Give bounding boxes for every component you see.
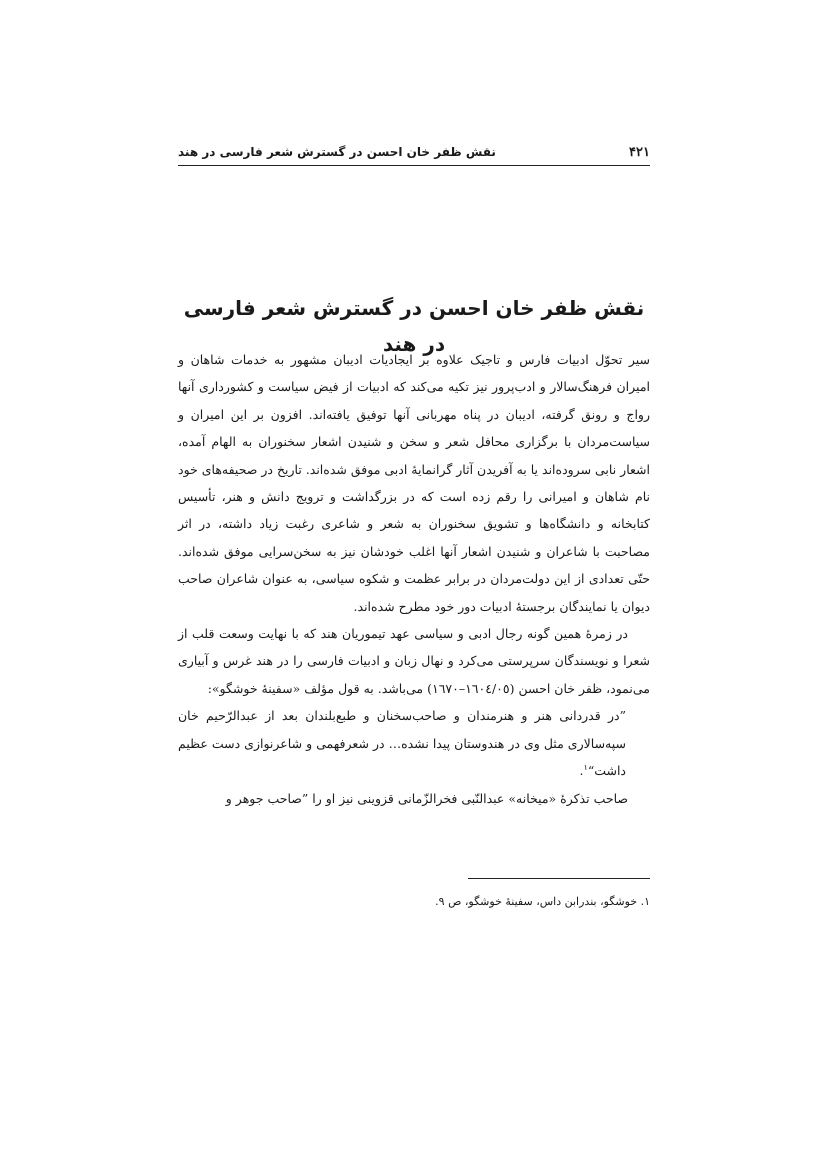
paragraph-2: در زمرهٔ همین گونه رجال ادبی و سیاسی عهد تیموریان هند که با نهایت وسعت قلب از شعرا و نویسندگان سرپرستی می‌کرد و نهال زبان و ادبیات فارسی را در هند غرس و آبیاری می‌نمود، ظفر خان احسن (١٦٠٤/٠٥–١٦٧٠) می‌باشد. به قول مؤلف «سفینهٔ خوشگو»:: [178, 626, 650, 696]
running-header: [178, 140, 650, 164]
article-title: نقش ظفر خان احسن در گسترش شعر فارسی در هند: [183, 296, 645, 356]
footnote-reference[interactable]: ١: [583, 762, 588, 772]
footnote: ١. خوشگو، بندرابن داس، سفینهٔ خوشگو، ص ٩.: [435, 895, 650, 908]
footnote-divider: [468, 878, 650, 879]
paragraph-1: سیر تحوّل ادبیات فارس و تاجیک علاوه بر ایجادیات ادیبان مشهور به خدمات شاهان و امیران فرهنگ‌سالار و ادب‌پرور نیز تکیه می‌کند که ادبیات از فیض سیاست و کشورداری آنها رواج و رونق گرفته، ادیبان در پناه مهربانی آنها توفیق یافته‌اند. افزون بر این امیران و سیاست‌مردان با برگزاری محافل شعر و سخن و شنیدن اشعار سخنوران به الهام آمده، اشعار نابی سروده‌اند یا به آفریدن آثار گرانمایهٔ ادبی موفق شده‌اند. تاریخ در صحیفه‌های خود نام شاهان و امیرانی را رقم زده است که در بزرگداشت و ترویج دانش و هنر، تأسیس کتابخانه و دانشگاه‌ها و تشویق سخنوران به شعر و شاعری رغبت زیاد داشته، در اثر مصاحبت با شاعران و شنیدن اشعار آنها اغلب خودشان نیز به سخن‌سرایی موفق شده‌اند. حتّی تعدادی از این دولت‌مردان در برابر عظمت و شکوه سیاسی، به عنوان شاعران صاحب دیوان یا نمایندگان برجستهٔ ادبیات دور خود مطرح شده‌اند.: [178, 352, 650, 614]
block-quote: [178, 702, 626, 784]
paragraph-3: صاحب تذکرهٔ «میخانه» عبدالنّبی فخرالزّمانی قزوینی نیز او را ”صاحب جوهر و: [225, 790, 628, 806]
quote-text: ”در قدردانی هنر و هنرمندان و صاحب‌سخنان و طبع‌بلندان بعد از عبدالرّحیم خان سپه‌سالاری مثل وی در هندوستان پیدا نشده… در شعرفهمی و شاعرنوازی دست عظیم داشت“: [178, 708, 626, 779]
running-title: نقش ظفر خان احسن در گسترش شعر فارسی در هند: [178, 145, 496, 159]
page-number: ۴۲۱: [629, 144, 650, 160]
article-body: [178, 346, 650, 812]
quote-end: .: [579, 763, 584, 779]
header-divider: [178, 165, 650, 166]
